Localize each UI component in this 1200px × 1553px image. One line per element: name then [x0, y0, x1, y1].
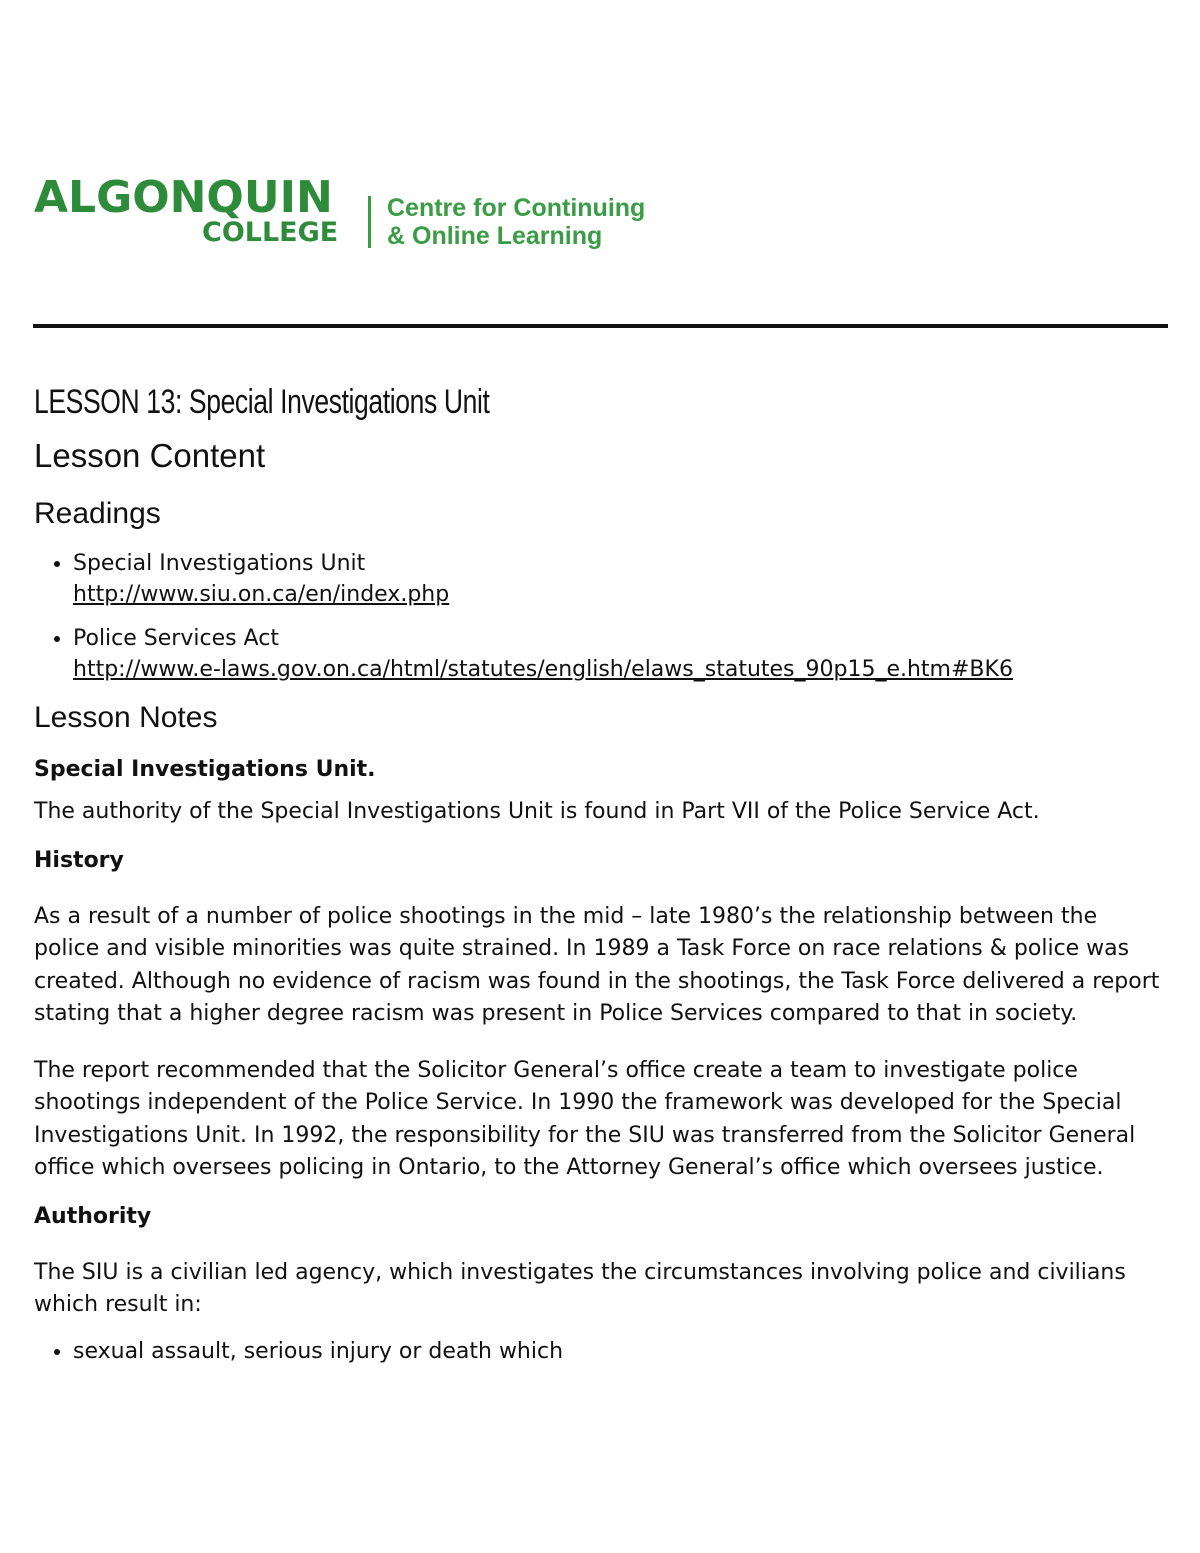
lesson-content	[34, 370, 1164, 1380]
authority-heading: Authority	[34, 1203, 152, 1229]
logo-divider	[368, 196, 371, 248]
lesson-title: LESSON 13: Special Investigations Unit	[34, 383, 490, 421]
siu-authority-text: The authority of the Special Investigations Unit is found in Part VII of the Police Service Act.	[34, 799, 1040, 824]
readings-heading: Readings	[34, 497, 161, 530]
history-paragraph-2: The report recommended that the Solicitor General’s office create a team to investigate police shootings independent of the Police Service. In 1990 the framework was developed for the Special Investigations Unit. In 1992, the responsibility for the SIU was transferred from the Solicitor General office which oversees policing in Ontario, to the Attorney General’s office which oversees justice.	[34, 1057, 1136, 1180]
header-rule	[33, 324, 1168, 328]
reading-title: Special Investigations Unit	[73, 551, 366, 576]
history-paragraph-1: As a result of a number of police shootings in the mid – late 1980’s the relationship between the police and visible minorities was quite strained. In 1989 a Task Force on race relations & police was created. Although no evidence of racism was found in the shootings, the Task Force delivered a report stating that a higher degree racism was present in Police Services compared to that in society.	[34, 903, 1160, 1026]
lesson-notes-heading: Lesson Notes	[34, 701, 218, 734]
authority-item: • sexual assault, serious injury or death which	[73, 1336, 1164, 1367]
reading-item	[73, 548, 1164, 610]
history-heading: History	[34, 847, 124, 873]
authority-list	[34, 1336, 1164, 1367]
reading-title: Police Services Act	[73, 626, 279, 651]
logo-tagline	[387, 194, 645, 250]
logo-sub-text: COLLEGE	[202, 217, 339, 248]
reading-link[interactable]: http://www.e-laws.gov.on.ca/html/statutes/english/elaws_statutes_90p15_e.htm#BK6	[73, 657, 1013, 682]
logo-main-text: ALGONQUIN	[34, 172, 333, 223]
siu-heading: Special Investigations Unit.	[34, 757, 376, 782]
readings-list	[34, 548, 1164, 685]
logo-tagline-line2: & Online Learning	[387, 222, 603, 250]
reading-item	[73, 623, 1164, 685]
lesson-content-heading: Lesson Content	[34, 437, 266, 474]
reading-link[interactable]: http://www.siu.on.ca/en/index.php	[73, 582, 450, 607]
authority-text: The SIU is a civilian led agency, which investigates the circumstances involving police and civilians which result in:	[34, 1259, 1126, 1317]
logo-tagline-line1: Centre for Continuing	[387, 194, 646, 222]
